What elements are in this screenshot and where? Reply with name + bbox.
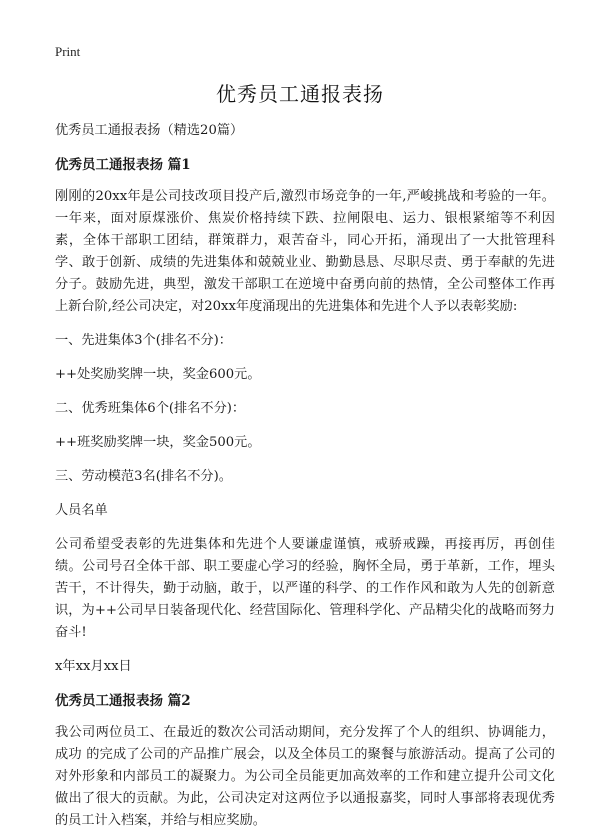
document-body	[55, 120, 555, 832]
section2-heading: 优秀员工通报表扬 篇2	[55, 693, 191, 709]
print-label: Print	[55, 44, 81, 59]
section1-heading: 优秀员工通报表扬 篇1	[55, 157, 191, 173]
section2-body-paragraph: 我公司两位员工、在最近的数次公司活动期间，充分发挥了个人的组织、协调能力，成功 的完成了公司的产品推广展会，以及全体员工的聚餐与旅游活动。提高了公司的对外形象和内部员工的凝聚力。为公司全员能更加高效率的工作和建立提升公司文化做出了很大的贡献。为此，公司决定对这两位予以通报嘉奖，同时人事部将表现优秀的员工计入档案，并给与相应奖励。	[55, 725, 555, 828]
section1-item2-award: ++班奖励奖牌一块，奖金500元。	[55, 435, 261, 450]
section1-item3: 三、劳动模范3名(排名不分)。	[55, 469, 232, 484]
document-subtitle: 优秀员工通报表扬（精选20篇）	[55, 123, 244, 138]
section1-item2: 二、优秀班集体6个(排名不分)：	[55, 401, 246, 416]
section1-closing-paragraph: 公司希望受表彰的先进集体和先进个人要谦虚谨慎，戒骄戒躁，再接再厉，再创佳绩。公司号召全体干部、职工要虚心学习的经验，胸怀全局，勇于革新，工作，埋头苦干，不计得失，勤于动脑，敢于，以严谨的科学、的工作作风和敢为人先的创新意识，为++公司早日装备现代化、经营国际化、管理科学化、产品精尖化的战略而努力奋斗!	[55, 537, 555, 640]
page-title: 优秀员工通报表扬	[216, 82, 384, 106]
section1-item1-award: ++处奖励奖牌一块，奖金600元。	[55, 367, 261, 382]
section1-item1: 一、先进集体3个(排名不分)：	[55, 333, 232, 348]
section1-roster: 人员名单	[55, 503, 108, 518]
section1-date: x年xx月xx日	[55, 659, 132, 674]
section1-intro-paragraph: 刚刚的20xx年是公司技改项目投产后,激烈市场竞争的一年,严峻挑战和考验的一年。一年来，面对原煤涨价、焦炭价格持续下跌、拉闸限电、运力、银根紧缩等不利因素，全体干部职工团结，群策群力，艰苦奋斗，同心开拓，涌现出了一大批管理科学、敢于创新、成绩的先进集体和兢兢业业、勤勤恳恳、尽职尽责、勇于奉献的先进分子。鼓励先进，典型，激发干部职工在逆境中奋勇向前的热情，全公司整体工作再上新台阶,经公司决定，对20xx年度涌现出的先进集体和先进个人予以表彰奖励:	[55, 189, 555, 314]
